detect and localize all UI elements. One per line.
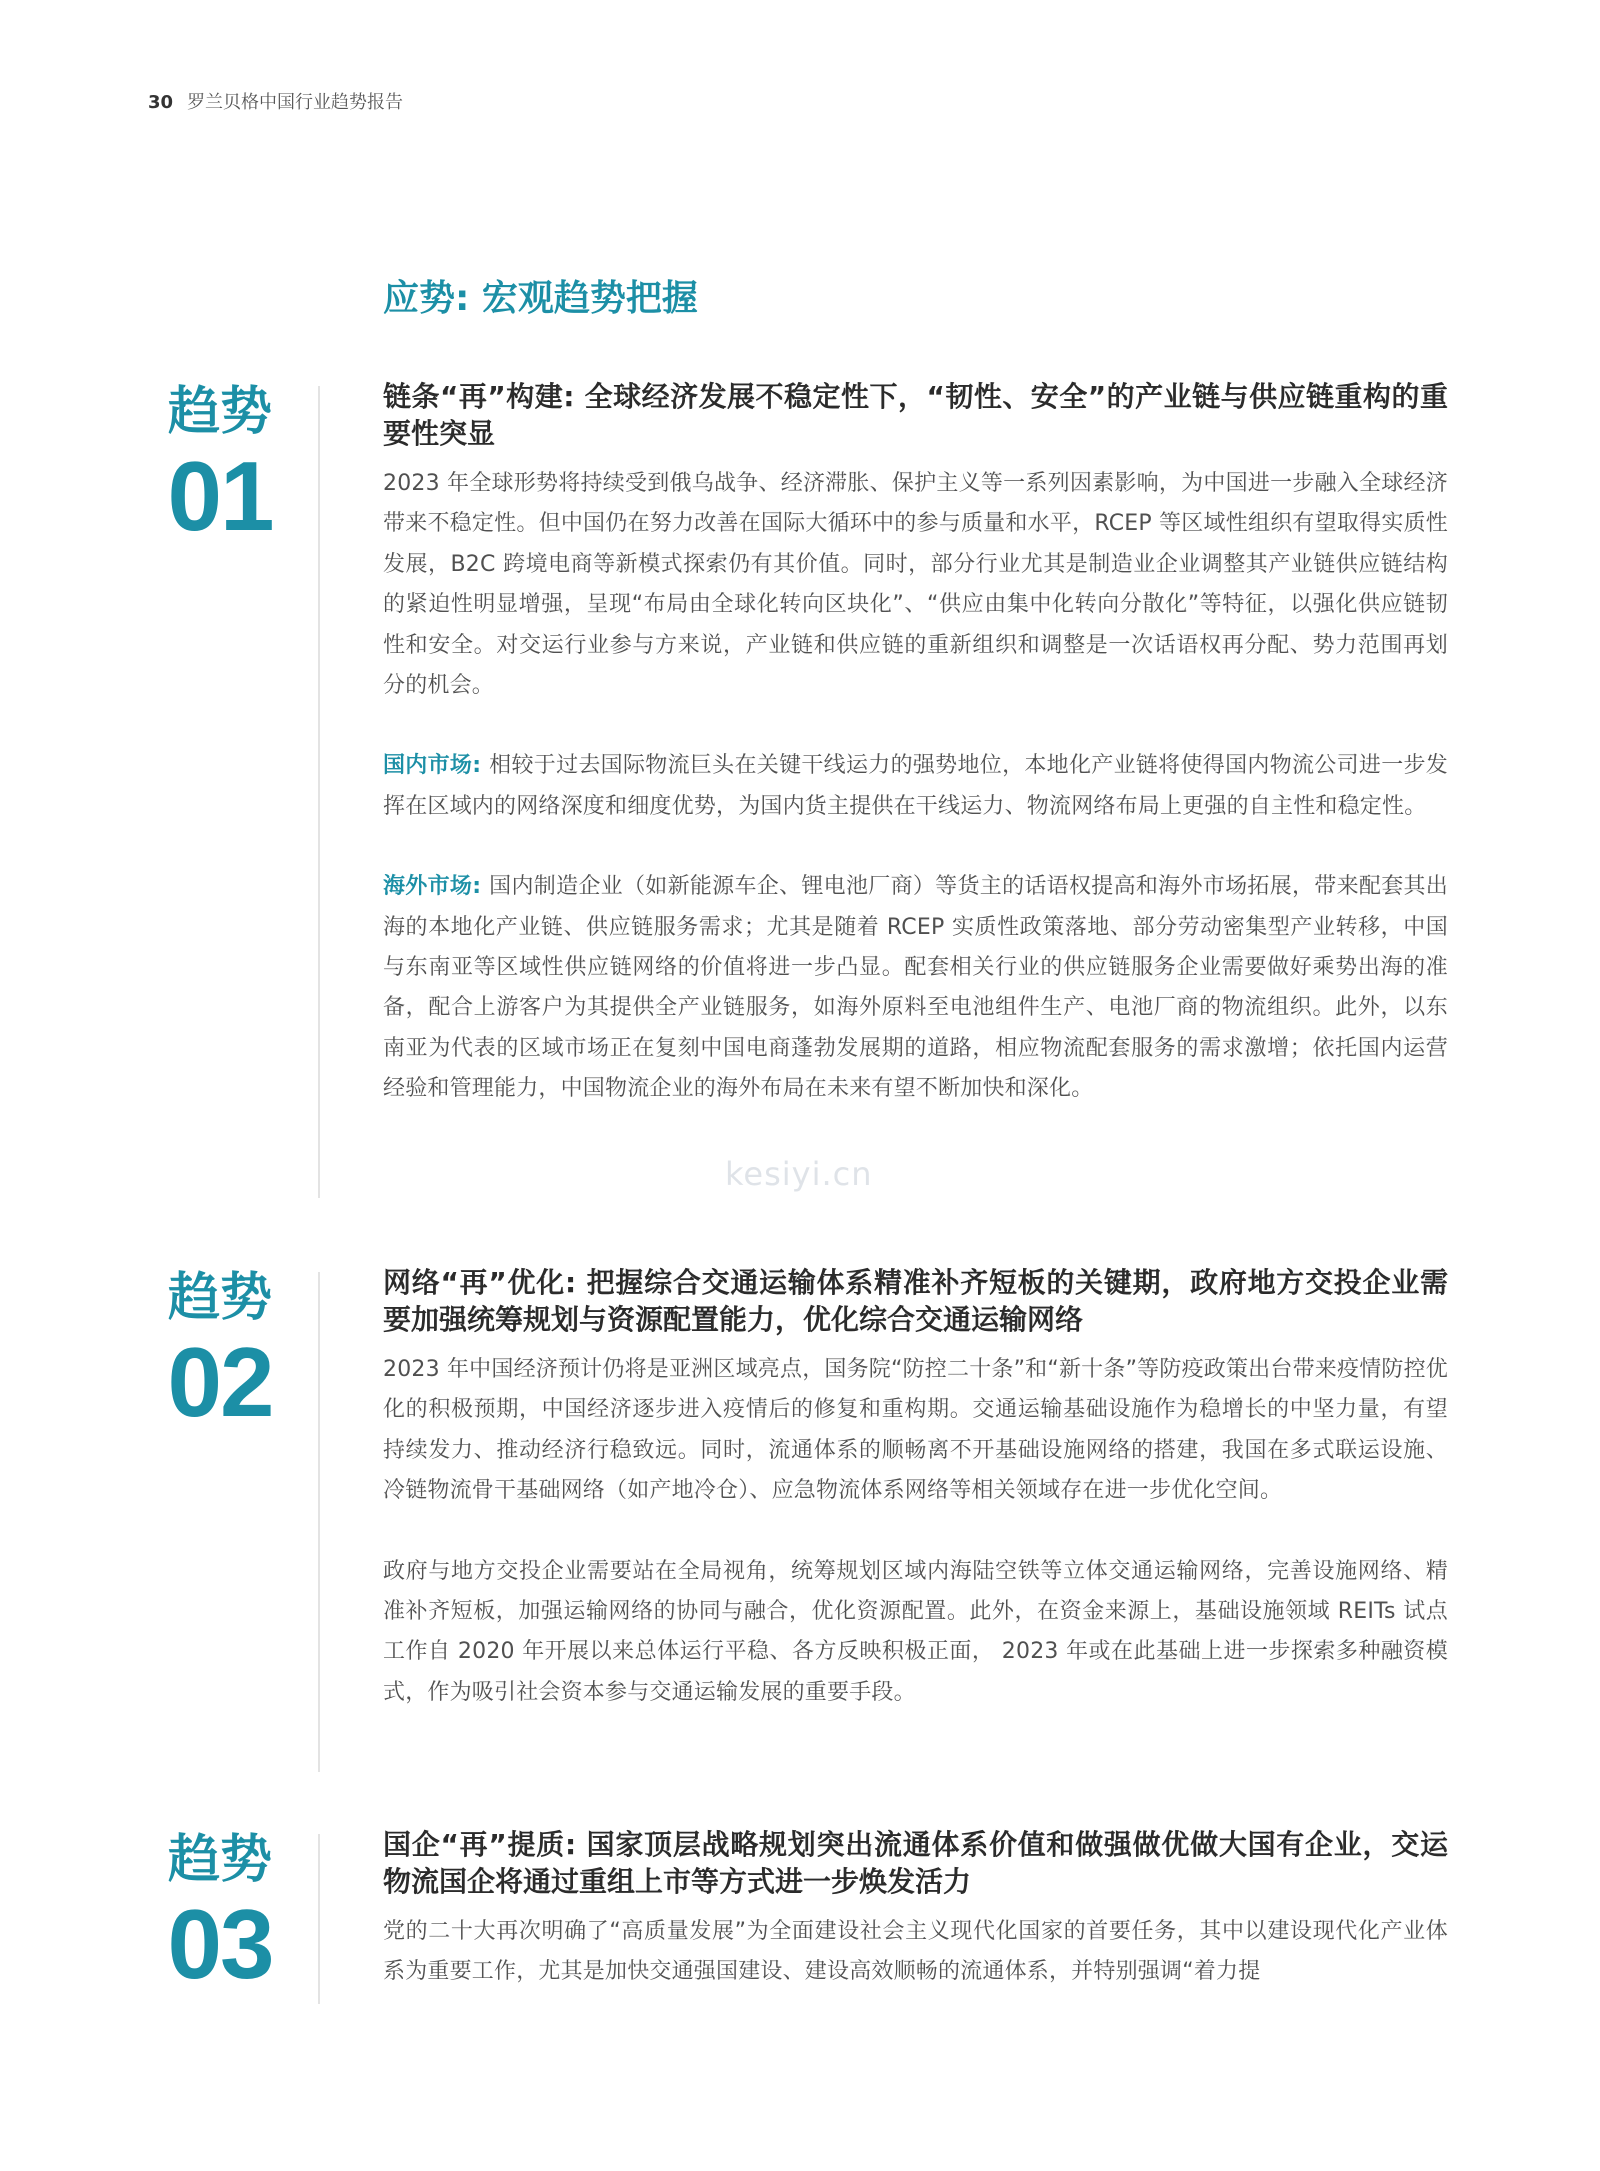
trend-paragraph xyxy=(383,867,1448,1109)
paragraph-text: 相较于过去国际物流巨头在关键干线运力的强势地位，本地化产业链将使得国内物流公司进一步发挥在区域内的网络深度和细度优势，为国内货主提供在干线运力、物流网络布局上更强的自主性和稳定性。 xyxy=(383,753,1448,819)
trend-paragraph xyxy=(383,464,1448,706)
trend-content xyxy=(383,1264,1448,1713)
trend-title: 国企“再”提质: 国家顶层战略规划突出流通体系价值和做强做优做大国有企业，交运物流国企将通过重组上市等方式进一步焕发活力 xyxy=(383,1828,1448,1898)
trend-paragraph xyxy=(383,1350,1448,1512)
paragraph-lead-domestic-market: 国内市场: xyxy=(383,753,490,779)
trend-content xyxy=(383,1826,1448,1993)
paragraph-text: 2023 年全球形势将持续受到俄乌战争、经济滞胀、保护主义等一系列因素影响，为中国进一步融入全球经济带来不稳定性。但中国仍在努力改善在国际大循环中的参与质量和水平，RCEP 等区域性组织有望取得实质性发展，B2C 跨境电商等新模式探索仍有其价值。同时，部分行业尤其是制造业企业调整其产业链供应链结构的紧迫性明显增强，呈现“布局由全球化转向区块化”、“供应由集中化转向分散化”等特征，以强化供应链韧性和安全。对交运行业参与方来说，产业链和供应链的重新组织和调整是一次话语权再分配、势力范围再划分的机会。 xyxy=(383,471,1448,699)
paragraph-text: 党的二十大再次明确了“高质量发展”为全面建设社会主义现代化国家的首要任务，其中以建设现代化产业体系为重要工作，尤其是加快交通强国建设、建设高效顺畅的流通体系，并特别强调“着力提 xyxy=(383,1919,1448,1985)
trend-number: 03 xyxy=(167,1889,273,1999)
trend-divider xyxy=(318,1272,320,1772)
trend-paragraph xyxy=(383,1912,1448,1993)
trend-paragraph xyxy=(383,1552,1448,1714)
trend-label xyxy=(150,380,290,551)
report-title: 罗兰贝格中国行业趋势报告 xyxy=(187,92,404,113)
trend-title: 链条“再”构建: 全球经济发展不稳定性下，“韧性、安全”的产业链与供应链重构的重要性突显 xyxy=(383,380,1448,450)
trend-title: 网络“再”优化: 把握综合交通运输体系精准补齐短板的关键期，政府地方交投企业需要加强统筹规划与资源配置能力，优化综合交通运输网络 xyxy=(383,1266,1448,1336)
trend-label xyxy=(150,1266,290,1437)
trend-paragraph xyxy=(383,746,1448,827)
paragraph-text: 2023 年中国经济预计仍将是亚洲区域亮点，国务院“防控二十条”和“新十条”等防疫政策出台带来疫情防控优化的积极预期，中国经济逐步进入疫情后的修复和重构期。交通运输基础设施作为稳增长的中坚力量，有望持续发力、推动经济行稳致远。同时，流通体系的顺畅离不开基础设施网络的搭建，我国在多式联运设施、冷链物流骨干基础网络（如产地冷仓）、应急物流体系网络等相关领域存在进一步优化空间。 xyxy=(383,1357,1448,1504)
paragraph-text: 国内制造企业（如新能源车企、锂电池厂商）等货主的话语权提高和海外市场拓展，带来配套其出海的本地化产业链、供应链服务需求；尤其是随着 RCEP 实质性政策落地、部分劳动密集型产业转移，中国与东南亚等区域性供应链网络的价值将进一步凸显。配套相关行业的供应链服务企业需要做好乘势出海的准备，配合上游客户为其提供全产业链服务，如海外原料至电池组件生产、电池厂商的物流组织。此外，以东南亚为代表的区域市场正在复刻中国电商蓬勃发展期的道路，相应物流配套服务的需求激增；依托国内运营经验和管理能力，中国物流企业的海外布局在未来有望不断加快和深化。 xyxy=(383,874,1448,1102)
watermark: kesiyi.cn xyxy=(725,1155,873,1193)
trend-label xyxy=(150,1828,290,1999)
trend-number: 02 xyxy=(167,1327,273,1437)
section-title: 应势: 宏观趋势把握 xyxy=(383,278,698,319)
trend-number: 01 xyxy=(167,441,273,551)
trend-word: 趋势 xyxy=(167,382,272,442)
trend-divider xyxy=(318,386,320,1198)
paragraph-text: 政府与地方交投企业需要站在全局视角，统筹规划区域内海陆空铁等立体交通运输网络，完善设施网络、精准补齐短板，加强运输网络的协同与融合，优化资源配置。此外，在资金来源上，基础设施领域 REITs 试点工作自 2020 年开展以来总体运行平稳、各方反映积极正面， 2023 年或在此基础上进一步探索多种融资模式，作为吸引社会资本参与交通运输发展的重要手段。 xyxy=(383,1558,1448,1705)
trend-divider xyxy=(318,1834,320,2004)
trend-word: 趋势 xyxy=(167,1830,272,1890)
page-header xyxy=(148,88,403,114)
trend-content xyxy=(383,378,1448,1110)
paragraph-lead-overseas-market: 海外市场: xyxy=(383,874,490,900)
trend-word: 趋势 xyxy=(167,1268,272,1328)
page-number: 30 xyxy=(148,92,174,113)
